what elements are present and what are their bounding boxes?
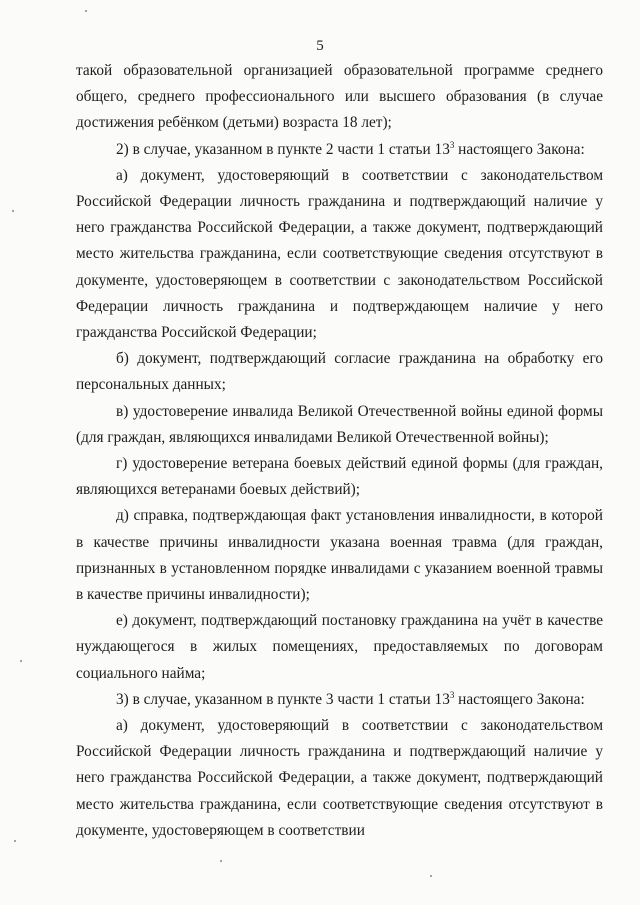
item-3-heading [76,687,603,713]
scan-speck [430,875,432,877]
document-body [76,58,603,844]
scan-speck [12,210,14,212]
scan-speck [14,840,16,842]
subitem-v: в) удостоверение инвалида Великой Отечественной войны единой формы (для граждан, являющихся инвалидами Великой Отечественной войны); [76,402,603,446]
scan-speck [85,10,87,12]
item-2-heading [76,137,603,163]
article-superscript: 3 [449,139,455,150]
subitem-e: е) документ, подтверждающий постановку гражданина на учёт в качестве нуждающегося в жилых помещениях, предоставляемых по договорам социального найма; [76,612,603,682]
subitem-g: г) удостоверение ветерана боевых действий единой формы (для граждан, являющихся ветеранами боевых действий); [76,455,603,499]
page-number: 5 [316,38,324,54]
article-superscript: 3 [449,689,455,700]
subitem-d: д) справка, подтверждающая факт установления инвалидности, в которой в качестве причины инвалидности указана военная травма (для граждан, признанных в установленном порядке инвалидами с указанием военной травмы в качестве причины инвалидности); [76,507,603,604]
scan-speck [220,860,222,862]
subitem-b: б) документ, подтверждающий согласие гражданина на обработку его персональных данных; [76,350,603,394]
paragraph-continuation: такой образовательной организацией образовательной программе среднего общего, среднего профессионального или высшего образования (в случае достижения ребёнком (детьми) возраста 18 лет); [76,62,603,132]
subitem-a: а) документ, удостоверяющий в соответствии с законодательством Российской Федерации личность гражданина и подтверждающий наличие у него гражданства Российской Федерации, а также документ, подтверждающий место жительства гражданина, если соответствующие сведения отсутствуют в документе, удостоверяющем в соответствии с законодательством Российской Федерации личность гражданина и подтверждающем наличие у него гражданства Российской Федерации; [76,166,603,342]
item-3-heading-text: 3) в случае, указанном в пункте 3 части 1 статьи 13 [116,690,450,708]
scan-speck [20,660,22,662]
item-3-subitem-a: а) документ, удостоверяющий в соответствии с законодательством Российской Федерации личность гражданина и подтверждающий наличие у него гражданства Российской Федерации, а также документ, подтверждающий место жительства гражданина, если соответствующие сведения отсутствуют в документе, удостоверяющем в соответствии [76,717,603,839]
item-3-heading-tail: настоящего Закона: [454,690,585,708]
item-2-heading-tail: настоящего Закона: [454,140,585,158]
item-2-heading-text: 2) в случае, указанном в пункте 2 части 1 статьи 13 [116,140,450,158]
